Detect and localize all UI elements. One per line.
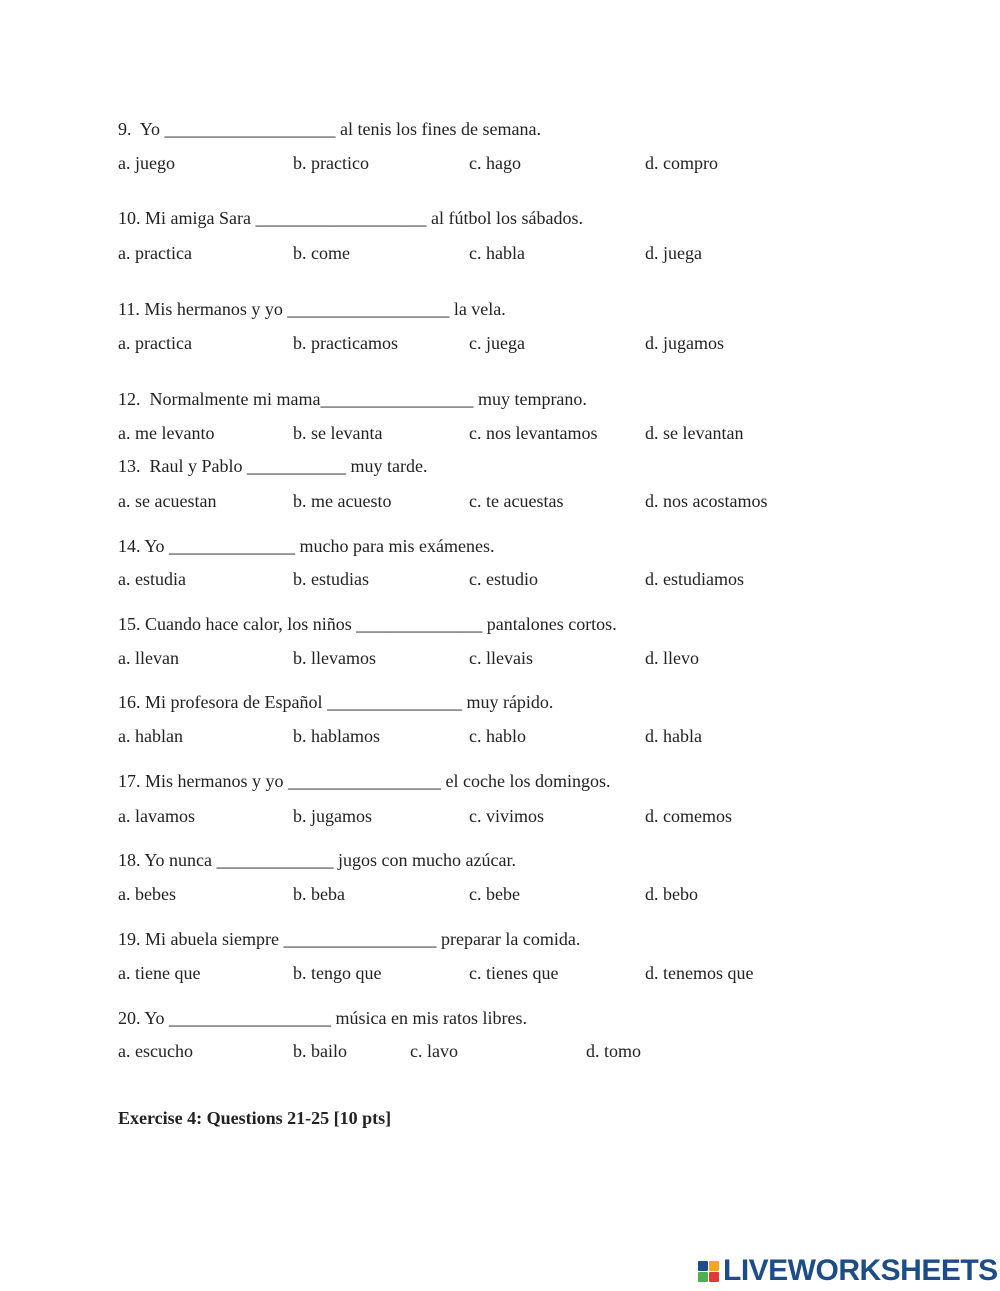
logo-letter-e bbox=[709, 1272, 719, 1282]
logo-letter-v bbox=[698, 1272, 708, 1282]
option-20d[interactable]: d. tomo bbox=[586, 1041, 642, 1061]
option-12b[interactable]: b. se levanta bbox=[293, 423, 383, 443]
option-17b[interactable]: b. jugamos bbox=[293, 806, 372, 826]
option-12c[interactable]: c. nos levantamos bbox=[469, 423, 598, 443]
question-16: 16. Mi profesora de Español _______________ muy rápido. bbox=[118, 692, 554, 712]
question-17: 17. Mis hermanos y yo _________________ el coche los domingos. bbox=[118, 771, 611, 791]
option-17d[interactable]: d. comemos bbox=[645, 806, 732, 826]
option-10d[interactable]: d. juega bbox=[645, 243, 702, 263]
option-16c[interactable]: c. hablo bbox=[469, 726, 526, 746]
option-12a[interactable]: a. me levanto bbox=[118, 423, 215, 443]
option-12d[interactable]: d. se levantan bbox=[645, 423, 744, 443]
option-10c[interactable]: c. habla bbox=[469, 243, 525, 263]
question-10: 10. Mi amiga Sara ___________________ al fútbol los sábados. bbox=[118, 208, 583, 228]
liveworksheets-logo bbox=[698, 1256, 998, 1286]
question-19: 19. Mi abuela siempre _________________ preparar la comida. bbox=[118, 929, 581, 949]
option-20b[interactable]: b. bailo bbox=[293, 1041, 347, 1061]
option-14b[interactable]: b. estudias bbox=[293, 569, 369, 589]
option-9c[interactable]: c. hago bbox=[469, 153, 521, 173]
option-15b[interactable]: b. llevamos bbox=[293, 648, 376, 668]
option-18c[interactable]: c. bebe bbox=[469, 884, 520, 904]
option-15c[interactable]: c. llevais bbox=[469, 648, 533, 668]
option-19d[interactable]: d. tenemos que bbox=[645, 963, 754, 983]
option-11c[interactable]: c. juega bbox=[469, 333, 525, 353]
option-20c[interactable]: c. lavo bbox=[410, 1041, 458, 1061]
question-15: 15. Cuando hace calor, los niños ______________ pantalones cortos. bbox=[118, 614, 617, 634]
option-11a[interactable]: a. practica bbox=[118, 333, 192, 353]
option-14a[interactable]: a. estudia bbox=[118, 569, 186, 589]
option-11b[interactable]: b. practicamos bbox=[293, 333, 398, 353]
question-14: 14. Yo ______________ mucho para mis exámenes. bbox=[118, 536, 495, 556]
option-15a[interactable]: a. llevan bbox=[118, 648, 179, 668]
option-18b[interactable]: b. beba bbox=[293, 884, 345, 904]
question-9: 9. Yo ___________________ al tenis los fines de semana. bbox=[118, 119, 541, 139]
option-10a[interactable]: a. practica bbox=[118, 243, 192, 263]
option-18a[interactable]: a. bebes bbox=[118, 884, 176, 904]
option-20a[interactable]: a. escucho bbox=[118, 1041, 193, 1061]
question-12: 12. Normalmente mi mama_________________ muy temprano. bbox=[118, 389, 587, 409]
option-13c[interactable]: c. te acuestas bbox=[469, 491, 564, 511]
option-18d[interactable]: d. bebo bbox=[645, 884, 698, 904]
option-9d[interactable]: d. compro bbox=[645, 153, 718, 173]
option-19a[interactable]: a. tiene que bbox=[118, 963, 201, 983]
question-13: 13. Raul y Pablo ___________ muy tarde. bbox=[118, 456, 428, 476]
option-15d[interactable]: d. llevo bbox=[645, 648, 699, 668]
exercise-heading: Exercise 4: Questions 21-25 [10 pts] bbox=[118, 1108, 392, 1128]
question-18: 18. Yo nunca _____________ jugos con mucho azúcar. bbox=[118, 850, 516, 870]
option-9a[interactable]: a. juego bbox=[118, 153, 175, 173]
option-17a[interactable]: a. lavamos bbox=[118, 806, 195, 826]
option-13d[interactable]: d. nos acostamos bbox=[645, 491, 768, 511]
logo-letter-i bbox=[709, 1261, 719, 1271]
option-16b[interactable]: b. hablamos bbox=[293, 726, 380, 746]
option-11d[interactable]: d. jugamos bbox=[645, 333, 724, 353]
option-13a[interactable]: a. se acuestan bbox=[118, 491, 217, 511]
option-19c[interactable]: c. tienes que bbox=[469, 963, 559, 983]
option-14d[interactable]: d. estudiamos bbox=[645, 569, 744, 589]
option-19b[interactable]: b. tengo que bbox=[293, 963, 382, 983]
option-16d[interactable]: d. habla bbox=[645, 726, 702, 746]
option-13b[interactable]: b. me acuesto bbox=[293, 491, 392, 511]
question-20: 20. Yo __________________ música en mis ratos libres. bbox=[118, 1008, 527, 1028]
option-9b[interactable]: b. practico bbox=[293, 153, 369, 173]
logo-text: LIVEWORKSHEETS bbox=[723, 1254, 998, 1287]
option-16a[interactable]: a. hablan bbox=[118, 726, 183, 746]
logo-mark-icon bbox=[698, 1261, 719, 1282]
logo-letter-l bbox=[698, 1261, 708, 1271]
option-10b[interactable]: b. come bbox=[293, 243, 350, 263]
option-14c[interactable]: c. estudio bbox=[469, 569, 538, 589]
option-17c[interactable]: c. vivimos bbox=[469, 806, 544, 826]
question-11: 11. Mis hermanos y yo __________________ la vela. bbox=[118, 299, 506, 319]
